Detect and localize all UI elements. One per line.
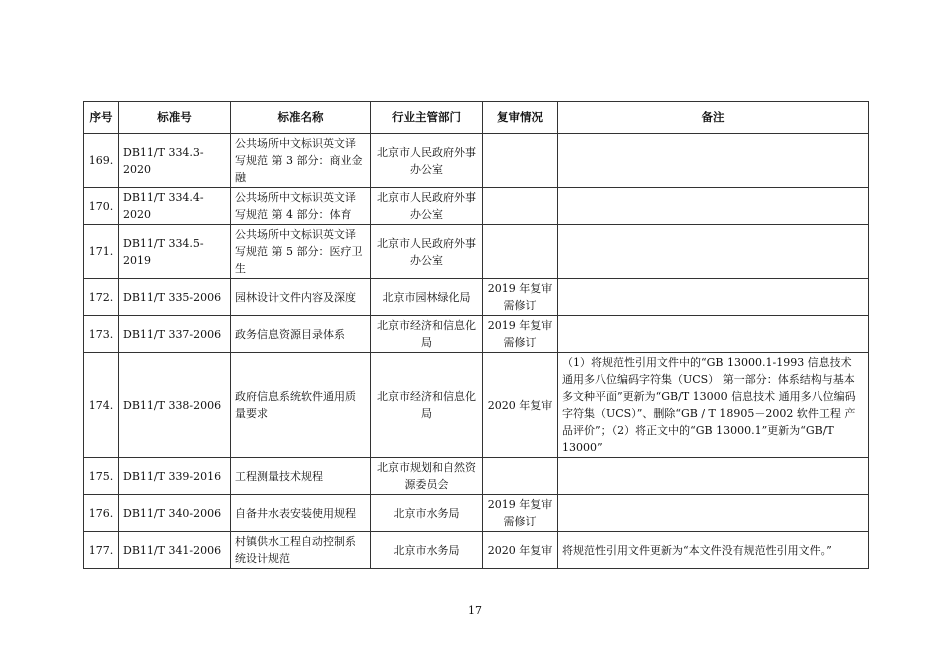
standard-name: 公共场所中文标识英文译写规范 第 4 部分：体育: [231, 188, 371, 225]
standard-name: 公共场所中文标识英文译写规范 第 5 部分：医疗卫生: [231, 225, 371, 279]
standard-number: DB11/T 337-2006: [119, 316, 231, 353]
header-serial-number: 序号: [84, 102, 119, 134]
department: 北京市水务局: [371, 532, 483, 569]
department: 北京市园林绿化局: [371, 279, 483, 316]
standard-number: DB11/T 334.4-2020: [119, 188, 231, 225]
review-status: 2019 年复审需修订: [483, 279, 558, 316]
department: 北京市人民政府外事办公室: [371, 225, 483, 279]
serial-number: 171.: [84, 225, 119, 279]
remarks: 将规范性引用文件更新为“本文件没有规范性引用文件。”: [558, 532, 869, 569]
table-row: [84, 279, 869, 316]
department: 北京市经济和信息化局: [371, 316, 483, 353]
remarks: [558, 188, 869, 225]
standard-number: DB11/T 335-2006: [119, 279, 231, 316]
serial-number: 173.: [84, 316, 119, 353]
serial-number: 170.: [84, 188, 119, 225]
standard-number: DB11/T 339-2016: [119, 458, 231, 495]
standard-name: 村镇供水工程自动控制系统设计规范: [231, 532, 371, 569]
department: 北京市人民政府外事办公室: [371, 134, 483, 188]
standard-name: 工程测量技术规程: [231, 458, 371, 495]
table-row: [84, 225, 869, 279]
standard-name: 政务信息资源目录体系: [231, 316, 371, 353]
standard-number: DB11/T 334.3-2020: [119, 134, 231, 188]
table-row: [84, 458, 869, 495]
review-status: [483, 188, 558, 225]
department: 北京市人民政府外事办公室: [371, 188, 483, 225]
table-row: [84, 532, 869, 569]
table-row: [84, 134, 869, 188]
serial-number: 172.: [84, 279, 119, 316]
serial-number: 175.: [84, 458, 119, 495]
department: 北京市经济和信息化局: [371, 353, 483, 458]
standard-number: DB11/T 340-2006: [119, 495, 231, 532]
standard-name: 公共场所中文标识英文译写规范 第 3 部分：商业金融: [231, 134, 371, 188]
header-review-status: 复审情况: [483, 102, 558, 134]
standard-name: 自备井水表安装使用规程: [231, 495, 371, 532]
serial-number: 174.: [84, 353, 119, 458]
table-row: [84, 353, 869, 458]
table-row: [84, 188, 869, 225]
review-status: [483, 458, 558, 495]
header-department: 行业主管部门: [371, 102, 483, 134]
review-status: 2020 年复审: [483, 532, 558, 569]
table-row: [84, 495, 869, 532]
serial-number: 169.: [84, 134, 119, 188]
department: 北京市规划和自然资源委员会: [371, 458, 483, 495]
review-status: [483, 225, 558, 279]
table-header-row: [84, 102, 869, 134]
review-status: 2020 年复审: [483, 353, 558, 458]
remarks: [558, 225, 869, 279]
remarks: [558, 495, 869, 532]
header-remarks: 备注: [558, 102, 869, 134]
standard-name: 政府信息系统软件通用质量要求: [231, 353, 371, 458]
review-status: [483, 134, 558, 188]
review-status: 2019 年复审需修订: [483, 495, 558, 532]
remarks: [558, 279, 869, 316]
remarks: （1）将规范性引用文件中的“GB 13000.1-1993 信息技术 通用多八位编码字符集（UCS） 第一部分：体系结构与基本多文种平面”更新为“GB/T 13000 信息技术 通用多八位编码字符集（UCS）”、删除“GB / T 18905－2002 软件工程 产品评价”；（2）将正文中的“GB 13000.1”更新为“GB/T 13000”: [558, 353, 869, 458]
standard-name: 园林设计文件内容及深度: [231, 279, 371, 316]
remarks: [558, 458, 869, 495]
standard-number: DB11/T 341-2006: [119, 532, 231, 569]
header-standard-number: 标准号: [119, 102, 231, 134]
review-status: 2019 年复审需修订: [483, 316, 558, 353]
remarks: [558, 316, 869, 353]
serial-number: 176.: [84, 495, 119, 532]
header-standard-name: 标准名称: [231, 102, 371, 134]
department: 北京市水务局: [371, 495, 483, 532]
standard-number: DB11/T 334.5-2019: [119, 225, 231, 279]
table-row: [84, 316, 869, 353]
standard-number: DB11/T 338-2006: [119, 353, 231, 458]
remarks: [558, 134, 869, 188]
serial-number: 177.: [84, 532, 119, 569]
standards-table: [83, 101, 869, 569]
page-number: 17: [468, 604, 482, 617]
